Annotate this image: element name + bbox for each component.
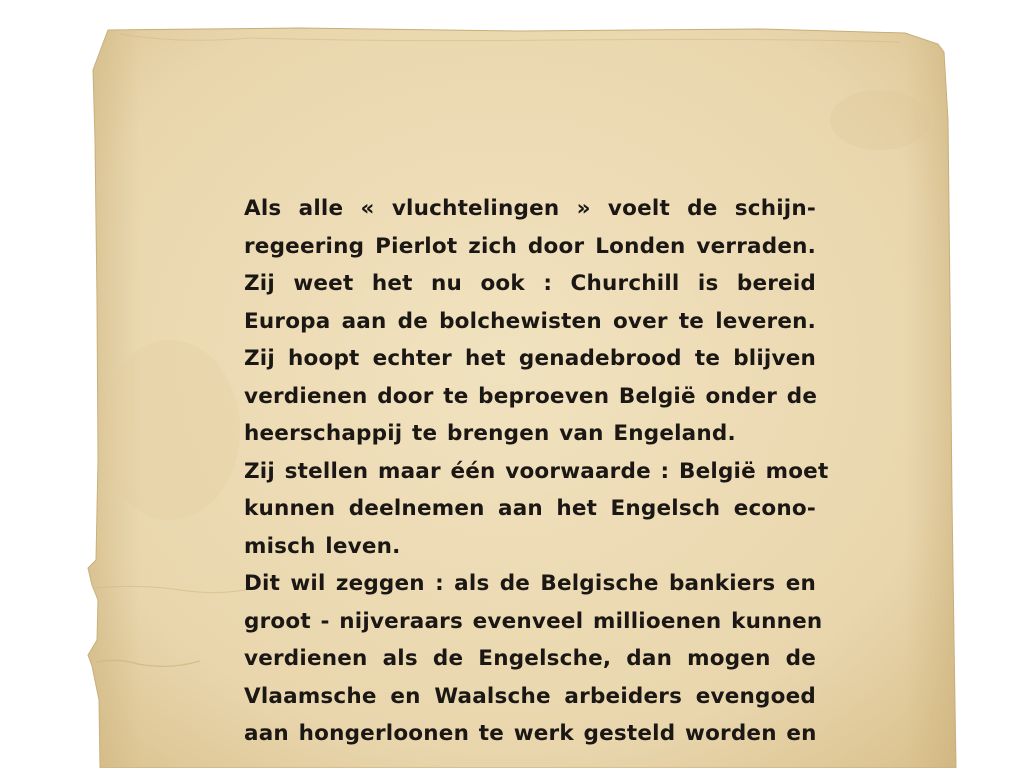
- text-line: Als alle « vluchtelingen » voelt de schijn-: [244, 196, 816, 221]
- text-line: verdienen als de Engelsche, dan mogen de: [244, 646, 816, 671]
- text-line: regeering Pierlot zich door Londen verraden.: [244, 233, 816, 259]
- text-line: Zij weet het nu ook : Churchill is bereid: [244, 271, 816, 296]
- text-line: Zij stellen maar één voorwaarde : België moet: [244, 458, 829, 484]
- text-line: groot - nijveraars evenveel millioenen kunnen: [244, 608, 823, 634]
- text-line: kunnen deelnemen aan het Engelsch econo-: [244, 496, 816, 521]
- text-line: Zij hoopt echter het genadebrood te blijven: [244, 346, 816, 371]
- text-line: Dit wil zeggen : als de Belgische bankiers en: [244, 571, 816, 596]
- text-line: aan hongerloonen te werk gesteld worden en: [244, 721, 817, 746]
- text-line: Vlaamsche en Waalsche arbeiders evengoed: [244, 683, 816, 709]
- document-body: [244, 190, 829, 753]
- text-line: heerschappij te brengen van Engeland.: [244, 421, 736, 446]
- text-line: Europa aan de bolchewisten over te leveren.: [244, 308, 816, 334]
- text-line: verdienen door te beproeven België onder de: [244, 383, 818, 409]
- text-line: misch leven.: [244, 533, 401, 559]
